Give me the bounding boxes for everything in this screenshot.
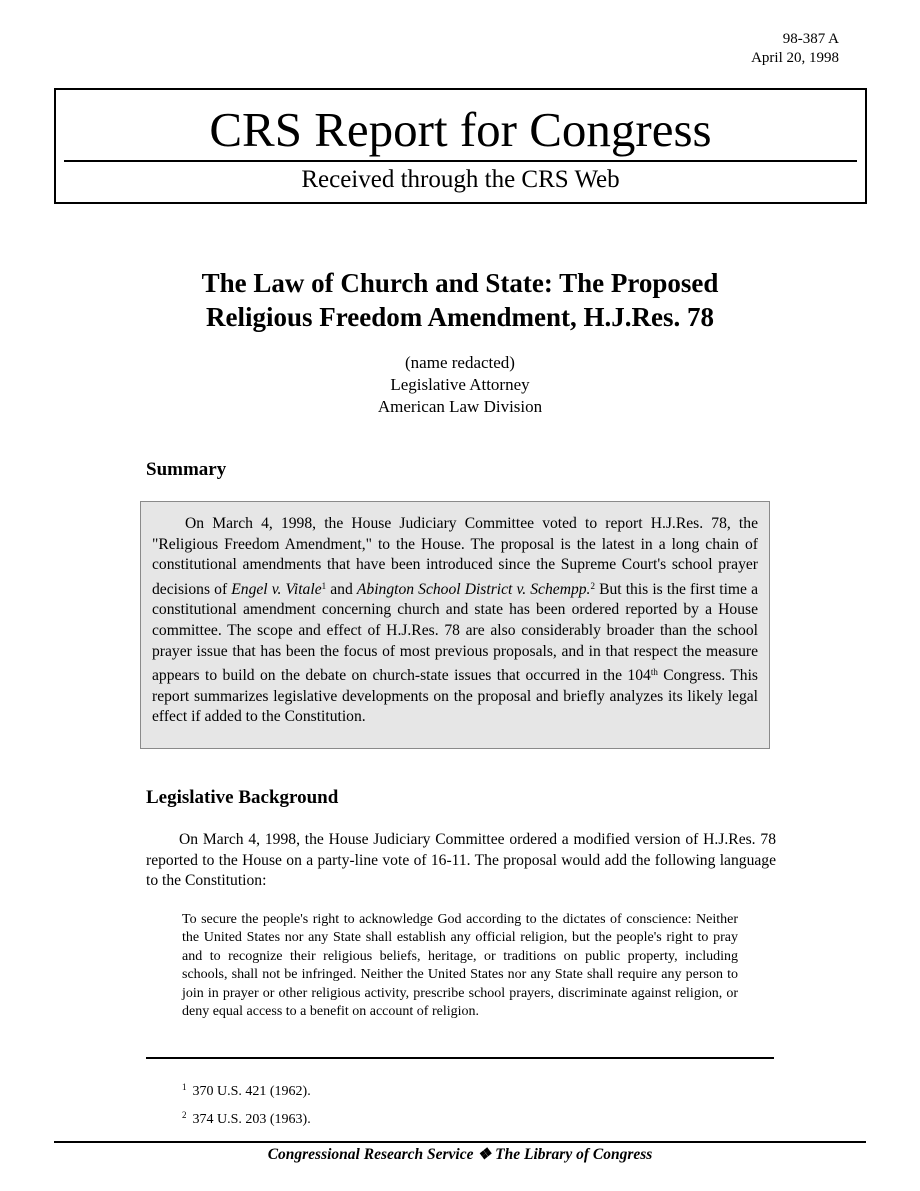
- footnote-2-text: 374 U.S. 203 (1963).: [192, 1112, 311, 1127]
- title-line-2: Religious Freedom Amendment, H.J.Res. 78: [206, 302, 714, 332]
- footnote-1: [182, 1078, 311, 1101]
- summary-part-2: and: [326, 580, 357, 598]
- summary-part-4: Congress. This report summarizes legislative developments on the proposal and briefly analyzes its likely legal effect if added to the Constitution.: [152, 667, 758, 726]
- summary-box: [140, 501, 770, 749]
- banner-rule: [64, 160, 857, 162]
- amendment-quote: To secure the people's right to acknowledge God according to the dictates of conscience: Neither the United States nor any State shall establish any official religion, but the people's right to pray and to recognize their religious beliefs, heritage, or traditions on public property, including schools, shall not be infringed. Neither the United States nor any State shall require any person to join in prayer or other religious activity, prescribe school prayers, discriminate against religion, or deny equal access to a benefit on account of religion.: [182, 912, 738, 1020]
- banner-subtitle: Received through the CRS Web: [301, 166, 620, 193]
- document-title: [100, 266, 820, 334]
- report-date: April 20, 1998: [751, 50, 839, 66]
- case-schempp: Abington School District v. Schempp.: [356, 580, 591, 598]
- report-meta: [751, 30, 839, 68]
- footnote-2: [182, 1106, 311, 1129]
- footnote-1-text: 370 U.S. 421 (1962).: [192, 1084, 311, 1099]
- crs-banner: [54, 88, 867, 204]
- footer-rule: [54, 1141, 866, 1143]
- footnote-ref-2: 2: [590, 580, 595, 591]
- page-footer: Congressional Research Service ❖ The Library of Congress: [267, 1146, 653, 1163]
- footnote-rule: [146, 1057, 774, 1059]
- title-line-1: The Law of Church and State: The Proposed: [201, 268, 719, 298]
- report-number: 98-387 A: [782, 31, 839, 47]
- author-block: [0, 352, 920, 418]
- author-title: Legislative Attorney: [390, 375, 530, 394]
- banner-title: CRS Report for Congress: [203, 102, 717, 157]
- ordinal-suffix: th: [650, 667, 658, 678]
- background-paragraph: On March 4, 1998, the House Judiciary Committee ordered a modified version of H.J.Res. 78 reported to the House on a party-line vote of 16-11. The proposal would add the following language to the Constitution:: [146, 831, 776, 890]
- author-name: (name redacted): [405, 353, 515, 372]
- summary-text: [152, 514, 758, 728]
- background-heading: Legislative Background: [146, 787, 339, 808]
- case-engel: Engel v. Vitale: [231, 580, 322, 598]
- summary-part-3: But this is the first time a constitutional amendment concerning church and state has been ordered reported by a House committee. The scope and effect of H.J.Res. 78 are also considerably broader than the school prayer issue that has been the focus of most previous proposals, and in that respect the measure appears to build on the debate on church-state issues that occurred in the 104: [152, 580, 759, 685]
- summary-heading: Summary: [146, 459, 227, 480]
- author-division: American Law Division: [377, 397, 543, 416]
- footnote-2-number: 2: [182, 1110, 187, 1120]
- summary-part-1: On March 4, 1998, the House Judiciary Committee voted to report H.J.Res. 78, the "Religious Freedom Amendment," to the House. The proposal is the latest in a long chain of constitutional amendments that have been introduced since the Supreme Court's school prayer decisions of: [152, 515, 758, 598]
- banner-title-wrap: [56, 102, 865, 158]
- footnote-1-number: 1: [182, 1082, 187, 1092]
- footnote-ref-1: 1: [321, 580, 327, 591]
